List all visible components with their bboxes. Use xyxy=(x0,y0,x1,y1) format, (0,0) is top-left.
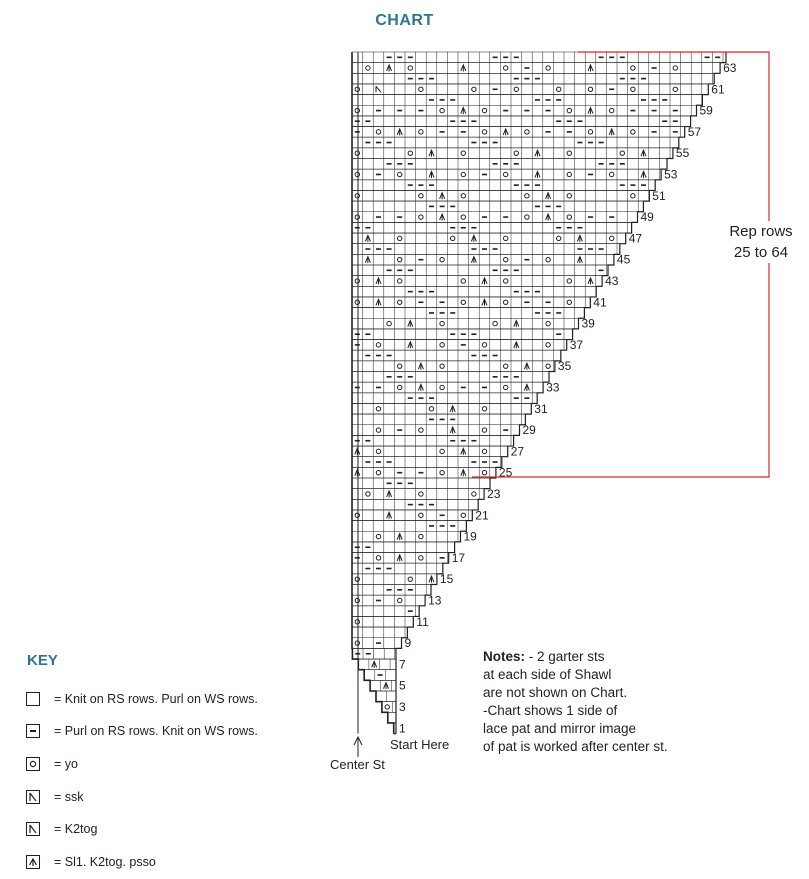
row-number-63: 63 xyxy=(723,60,737,75)
row-number-11: 11 xyxy=(416,614,429,629)
key-ssk-text: = ssk xyxy=(54,790,84,804)
start-here-label: Start Here xyxy=(390,737,450,752)
key-knit-text: = Knit on RS rows. Purl on WS rows. xyxy=(54,692,258,706)
key-item-k2tog xyxy=(26,821,97,837)
row-number-47: 47 xyxy=(628,231,643,246)
row-number-33: 33 xyxy=(546,380,560,395)
knit-icon xyxy=(26,692,40,706)
notes-line6: of pat is worked after center st. xyxy=(483,739,668,754)
row-number-5: 5 xyxy=(399,678,406,693)
key-purl-text: = Purl on RS rows. Knit on WS rows. xyxy=(54,724,258,738)
row-number-43: 43 xyxy=(605,273,619,288)
notes-line2: at each side of Shawl xyxy=(483,667,612,682)
k2tog-icon xyxy=(26,822,40,836)
row-number-7: 7 xyxy=(399,657,406,672)
row-number-57: 57 xyxy=(687,124,702,139)
purl-icon xyxy=(26,724,40,738)
row-number-23: 23 xyxy=(487,486,501,501)
chart-symbols xyxy=(355,57,720,709)
row-numbers xyxy=(399,61,737,735)
repeat-label-line1: Rep rows xyxy=(729,223,793,240)
row-number-39: 39 xyxy=(581,316,595,331)
row-number-29: 29 xyxy=(522,423,536,438)
notes xyxy=(483,648,668,756)
key-item-purl xyxy=(26,723,258,739)
row-number-19: 19 xyxy=(463,529,477,544)
key-item-sk2p xyxy=(26,854,156,870)
repeat-label xyxy=(716,221,806,263)
row-number-15: 15 xyxy=(439,572,454,587)
notes-line1: - 2 garter sts xyxy=(528,649,605,664)
row-number-13: 13 xyxy=(428,593,442,608)
row-number-35: 35 xyxy=(557,359,572,374)
row-number-37: 37 xyxy=(569,337,584,352)
yo-icon xyxy=(26,757,40,771)
row-number-21: 21 xyxy=(475,508,489,523)
key-yo-text: = yo xyxy=(54,757,78,771)
notes-line4: -Chart shows 1 side of xyxy=(483,703,618,718)
row-number-45: 45 xyxy=(616,252,631,267)
row-number-1: 1 xyxy=(399,721,406,736)
ssk-icon xyxy=(26,790,40,804)
key-item-ssk xyxy=(26,789,84,805)
key-k2tog-text: = K2tog xyxy=(54,822,98,836)
row-number-51: 51 xyxy=(652,188,666,203)
row-number-59: 59 xyxy=(699,103,713,118)
row-number-53: 53 xyxy=(664,167,678,182)
key-sk2p-text: = Sl1. K2tog. psso xyxy=(54,855,156,869)
row-number-31: 31 xyxy=(534,401,548,416)
notes-line3: are not shown on Chart. xyxy=(483,685,628,700)
chart-title: CHART xyxy=(375,12,434,29)
row-number-27: 27 xyxy=(510,444,525,459)
row-number-61: 61 xyxy=(711,82,725,97)
sk2p-icon xyxy=(26,855,40,869)
row-number-9: 9 xyxy=(404,636,412,651)
row-number-17: 17 xyxy=(451,550,466,565)
row-number-55: 55 xyxy=(675,146,690,161)
key-item-yo xyxy=(26,756,78,772)
row-number-25: 25 xyxy=(498,465,513,480)
key-title: KEY xyxy=(27,652,58,669)
repeat-label-line2: 25 to 64 xyxy=(733,244,789,261)
notes-label: Notes: xyxy=(483,649,526,664)
notes-line5: lace pat and mirror image xyxy=(483,721,637,736)
row-number-49: 49 xyxy=(640,210,654,225)
key-item-knit xyxy=(26,691,258,707)
center-st-label: Center St xyxy=(330,757,385,772)
row-number-3: 3 xyxy=(399,699,406,714)
row-number-41: 41 xyxy=(593,295,607,310)
